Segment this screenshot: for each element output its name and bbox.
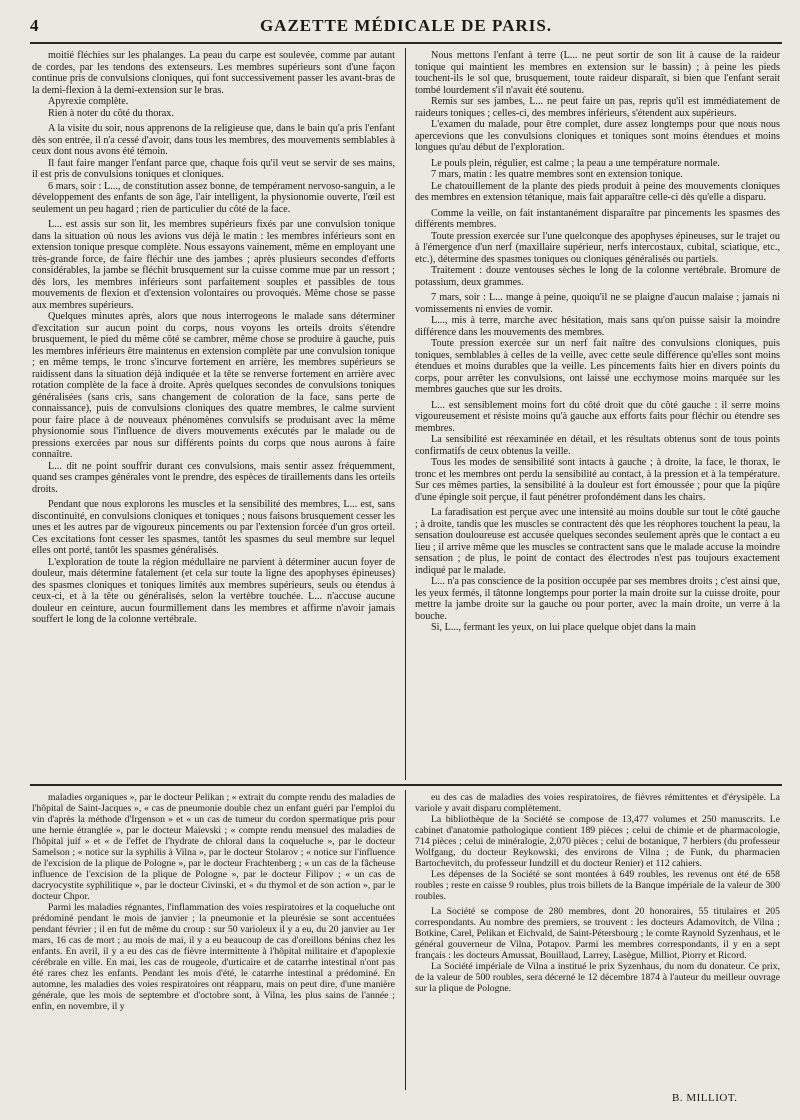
paragraph: La sensibilité est réexaminée en détail, et les résultats obtenus sont de tous points confirmatifs de ceux obtenus la veille. xyxy=(415,434,780,457)
paragraph: Apyrexie complète. xyxy=(48,96,129,107)
paragraph: Pendant que nous explorons les muscles et la sensibilité des membres, L... est, sans discontinuité, en convulsions cloniques et toniques ; nous faisons brusquement cesser les unes et les autres par de vigoureux pincements ou par l'extension forcée d'un gros orteil. Ces excitations font cesser les spasmes, tantôt les spasmes du seul membre sur lequel elles ont porté, tantôt les spasmes généralisés. xyxy=(32,499,395,556)
paragraph: Il faut faire manger l'enfant parce que, chaque fois qu'il veut se servir de ses mains, il est pris de convulsions toniques et cloniques. xyxy=(32,157,395,180)
paragraph: moitié fléchies sur les phalanges. La peau du carpe est soulevée, comme par autant de cordes, par les tendons des extenseurs. Les membres supérieurs sont d'une façon continue pris de convulsions cloniques, qui font successivement passer les avant-bras de la demi-flexion à la demi-extension sur le bras. xyxy=(32,50,395,96)
paragraph: maladies organiques », par le docteur Pelikan ; « extrait du compte rendu des maladies de l'hôpital de Saint-Jacques », « cas de pneumonie double chez un enfant guéri par l'emploi du vin d'après la méthode d'Irgenson » et « un cas de tumeur du cordon spermatique pris pour une hernie étranglée », par le docteur Maïevski ; « compte rendu mensuel des maladies de l'hôpital juif » et « de l'effet de l'hydrate de chloral dans la coqueluche », par le docteur Samelson ; « notice sur la syphilis à Vilna », par le docteur Stolarov ; « notice sur l'influence de l'excision de la plique de Pologne », par le docteur Frachtenberg ; « un cas de la fâcheuse influence de l'excision de la plique de Pologne », par le docteur Filipov ; « un cas de dacryocystite syphilitique », par le docteur Civinski, et « du thymol et de son action », par le docteur Chpor. xyxy=(32,792,395,902)
paragraph: Toute pression exercée sur l'une quelconque des apophyses épineuses, sur le trajet ou à l'émergence d'un nerf (maxillaire supérieur, nerfs intercostaux, cubital, sciatique, etc., etc.), détermine des spasmes toniques ou cloniques généralisés ou partiels. xyxy=(415,230,780,265)
paragraph: L'examen du malade, pour être complet, dure assez longtemps pour que nous nous apercevions que les convulsions cloniques et toniques sont moins étendues et moins longues qu'au début de l'exploration. xyxy=(415,119,780,153)
article-column-right xyxy=(415,50,780,780)
report-column-right xyxy=(415,792,780,1088)
page-number: 4 xyxy=(30,16,39,35)
paragraph: Le pouls plein, régulier, est calme ; la peau a une température normale. xyxy=(431,157,720,169)
column-divider-top xyxy=(405,48,406,780)
paragraph: L... est assis sur son lit, les membres supérieurs fixés par une convulsion tonique dans la situation où nous les avions vus déjà le matin : les membres inférieurs sont en extension tonique presque complète. Nous essayons vainement, même en employant une très-grande force, de faire fléchir une des jambes ; après plusieurs secondes d'efforts considérables, la jambe se fléchit brusquement sur la cuisse comme mue par un ressort ; dès lors, les membres inférieurs sont parfaitement souples et passibles de tous mouvements de flexion et d'extension volontaires ou provoqués. Même chose se passe aux membres supérieurs. xyxy=(32,219,395,311)
paragraph: Traitement : douze ventouses sèches le long de la colonne vertébrale. Bromure de potassium, deux grammes. xyxy=(415,265,780,288)
paragraph: La Société impériale de Vilna a institué le prix Syzenhaus, du nom du donateur. Ce prix, de la valeur de 500 roubles, sera décerné le 12 décembre 1874 à l'auteur du meilleur ouvrage sur la plique de Pologne. xyxy=(415,961,780,994)
paragraph: L..., mis à terre, marche avec hésitation, mais sans qu'on puisse saisir la moindre différence dans les mouvements des membres. xyxy=(415,315,780,338)
paragraph: A la visite du soir, nous apprenons de la religieuse que, dans le bain qu'a pris l'enfant dès son entrée, il n'a cessé d'avoir, dans tous les membres, des mouvements semblables à ceux dont nous avons été témoin. xyxy=(32,123,395,157)
page-header xyxy=(30,12,782,38)
header-rule xyxy=(30,42,782,44)
paragraph: L'exploration de toute la région médullaire ne parvient à déterminer aucun foyer de douleur, mais détermine fatalement (et cela sur toute la ligne des apophyses épineuses) des spasmes cloniques et toniques limités aux membres supérieurs, seuls ou étendus à ceux-ci, et à la tête ou généralisés, selon la vertèbre touchée. L... n'accuse aucune douleur en ceinture, aucun fourmillement dans les membres et affirme n'avoir jamais souffert le long de la colonne vertébrale. xyxy=(32,556,395,625)
paragraph: Remis sur ses jambes, L... ne peut faire un pas, repris qu'il est immédiatement de raideurs toniques ; celles-ci, des membres inférieurs, s'étendent aux supérieurs. xyxy=(415,96,780,119)
section-rule xyxy=(30,784,782,786)
paragraph: Rien à noter du côté du thorax. xyxy=(48,107,174,119)
paragraph: La bibliothèque de la Société se compose de 13,477 volumes et 250 manuscrits. Le cabinet d'anatomie pathologique contient 189 pièces ; celui de chimie et de pharmacologie, 714 pièces ; celui de minéralogie, 2,070 pièces ; celui de botanique, 7 herbiers (du professeur Wolfgang, du docteur Reykowski, des environs de Vilna ; de Funk, du pharmacien Bartochevitch, du professeur Iundzill et du docteur Renier) et 112 cahiers. xyxy=(415,814,780,869)
paragraph: La faradisation est perçue avec une intensité au moins double sur tout le côté gauche ; à droite, tandis que les muscles se contractent dès que les réophores touchent la peau, la sensation douloureuse est accusée quelques secondes seulement après que le contact a eu lieu ; il arrive même que les muscles se contractent sans que le malade accuse la moindre sensation ; de plus, le point de contact des électrodes n'est pas toujours exactement indiqué par le malade. xyxy=(415,507,780,576)
report-column-left xyxy=(32,792,395,1114)
journal-title: GAZETTE MÉDICALE DE PARIS. xyxy=(259,16,553,35)
paragraph: L... dit ne point souffrir durant ces convulsions, mais sentir assez fréquemment, quand ses crampes générales vont le prendre, des espèces de tiraillements dans les orteils droits. xyxy=(32,460,395,495)
paragraph: 6 mars, soir : L..., de constitution assez bonne, de tempérament nervoso-sanguin, a le développement des enfants de son âge, l'air intelligent, la physionomie ouverte, l'œil est seulement un peu hagard ; rien de particulier du côté de la face. xyxy=(32,180,395,215)
paragraph: Parmi les maladies régnantes, l'inflammation des voies respiratoires et la coqueluche ont prédominé pendant le mois de janvier ; la pneumonie et la pleurésie se sont accentuées pendant février ; il en fut de même du croup : sur 50 varioleux il y a eu, du 20 janvier au 1er mars, 16 cas de mort ; au mois de mai, il y a eu beaucoup de cas d'oreillons bénins chez les enfants. En avril, il y a eu des cas de fièvre intermittente à l'hôpital militaire et d'apoplexie cérébrale en ville. En mai, les cas de rougeole, d'urticaire et de catarrhe intestinal n'ont pas été rares chez les enfants. Pendant les mois d'été, le catarrhe intestinal a prédominé. En automne, les maladies des voies respiratoires ont réapparu, mais on peut dire, d'une manière générale, que les mois de septembre et d'octobre sont, à Vilna, les plus sains de l'année ; enfin, en novembre, il y xyxy=(32,902,395,1012)
paragraph: Toute pression exercée sur un nerf fait naître des convulsions cloniques, puis toniques, semblables à celles de la veille, avec cette seule différence qu'elles sont moins étendues et moins durables que la veille. Les pincements faits hier en divers points du corps, pour arrêter les convulsions, ont laissé une ecchymose moins marquée sur les membres gauches que sur les droits. xyxy=(415,338,780,395)
paragraph: Quelques minutes après, alors que nous interrogeons le malade sans déterminer d'excitation sur aucun point du corps, nous voyons les orteils droits s'étendre brusquement, le pied du même côté se cambrer, même chose se produire à gauche, puis les membres inférieurs être maintenus en extension complète par une convulsion tonique ; en même temps, le tronc s'incurve fortement en arrière, les membres supérieurs se raidissent dans la situation déjà indiquée et la tête se renverse fortement en arrière avec rotation complète de la face à droite. Après quelques secondes de convulsions toniques généralisées (sans cris, sans changement de coloration de la face, sans perte de connaissance), puis de convulsions cloniques des quatre membres, le calme survient pour faire place à de nouveaux phénomènes convulsifs se produisant avec la même physionomie sous l'influence de divers mouvements exécutés par le malade ou de pressions exercées par nous sur différents points du corps que nous aurons à faire connaître. xyxy=(32,311,395,460)
paragraph: 7 mars, matin : les quatre membres sont en extension tonique. xyxy=(431,169,683,180)
author-signature: B. MILLIOT. xyxy=(672,1092,738,1104)
paragraph: eu des cas de maladies des voies respiratoires, de fièvres rémittentes et d'érysipèle. La variole y avait disparu complètement. xyxy=(415,792,780,814)
paragraph: Si, L..., fermant les yeux, on lui place quelque objet dans la main xyxy=(431,622,696,633)
paragraph: L... est sensiblement moins fort du côté droit que du côté gauche : il serre moins vigoureusement et résiste moins qu'à gauche aux efforts faits pour fléchir ou étendre ses membres. xyxy=(415,399,780,434)
paragraph: L... n'a pas conscience de la position occupée par ses membres droits ; c'est ainsi que, les yeux fermés, il tâtonne longtemps pour porter la main droite sur la cuisse droite, pour mettre la jambe droite sur la gauche ou pour porter, avec la main droite, un verre à la bouche. xyxy=(415,576,780,622)
paragraph: La Société se compose de 280 membres, dont 20 honoraires, 55 titulaires et 205 correspondants. Au nombre des premiers, se trouvent : les docteurs Adamovitch, de Vilna ; Botkine, Carel, Pelikan et Eichvald, de Saint-Pétersbourg ; le comte Raynold Syzenhaus, et le général gouverneur de Vilna, Potapov. Parmi les membres correspondants, il y en a sept français : les docteurs Amussat, Bouillaud, Larrey, Lasègue, Milliot, Piorry et Ricord. xyxy=(415,906,780,961)
paragraph: Comme la veille, on fait instantanément disparaître par pincements les spasmes des différents membres. xyxy=(415,207,780,230)
paragraph: 7 mars, soir : L... mange à peine, quoiqu'il ne se plaigne d'aucun malaise ; jamais ni vomissements ni envies de vomir. xyxy=(415,292,780,315)
article-column-left xyxy=(32,50,395,780)
paragraph: Les dépenses de la Société se sont montées à 649 roubles, les revenus ont été de 658 roubles ; reste en caisse 9 roubles, plus trois billets de la Banque impériale de la valeur de 300 roubles. xyxy=(415,869,780,902)
paragraph: Le chatouillement de la plante des pieds produit à peine des mouvements cloniques des membres en extension tétanique, mais fait apparaître celle-ci dès qu'elle a disparu. xyxy=(415,180,780,203)
column-divider-bottom xyxy=(405,790,406,1090)
paragraph: Tous les modes de sensibilité sont intacts à gauche ; à droite, la face, le thorax, le tronc et les membres ont perdu la sensibilité au contact, à la pression et à la température. Sur ces mêmes parties, la sensibilité à la douleur est fort émoussée ; pour que la piqûre d'une épingle soit perçue, il faut pénétrer profondément dans les chairs. xyxy=(415,457,780,503)
paragraph: Nous mettons l'enfant à terre (L... ne peut sortir de son lit à cause de la raideur tonique qui maintient les membres en extension sur le bassin) ; à peine les pieds touchent-ils le sol que, brusquement, toute raideur disparaît, si bien que l'enfant serait tombé lourdement s'il n'avait été soutenu. xyxy=(415,50,780,96)
